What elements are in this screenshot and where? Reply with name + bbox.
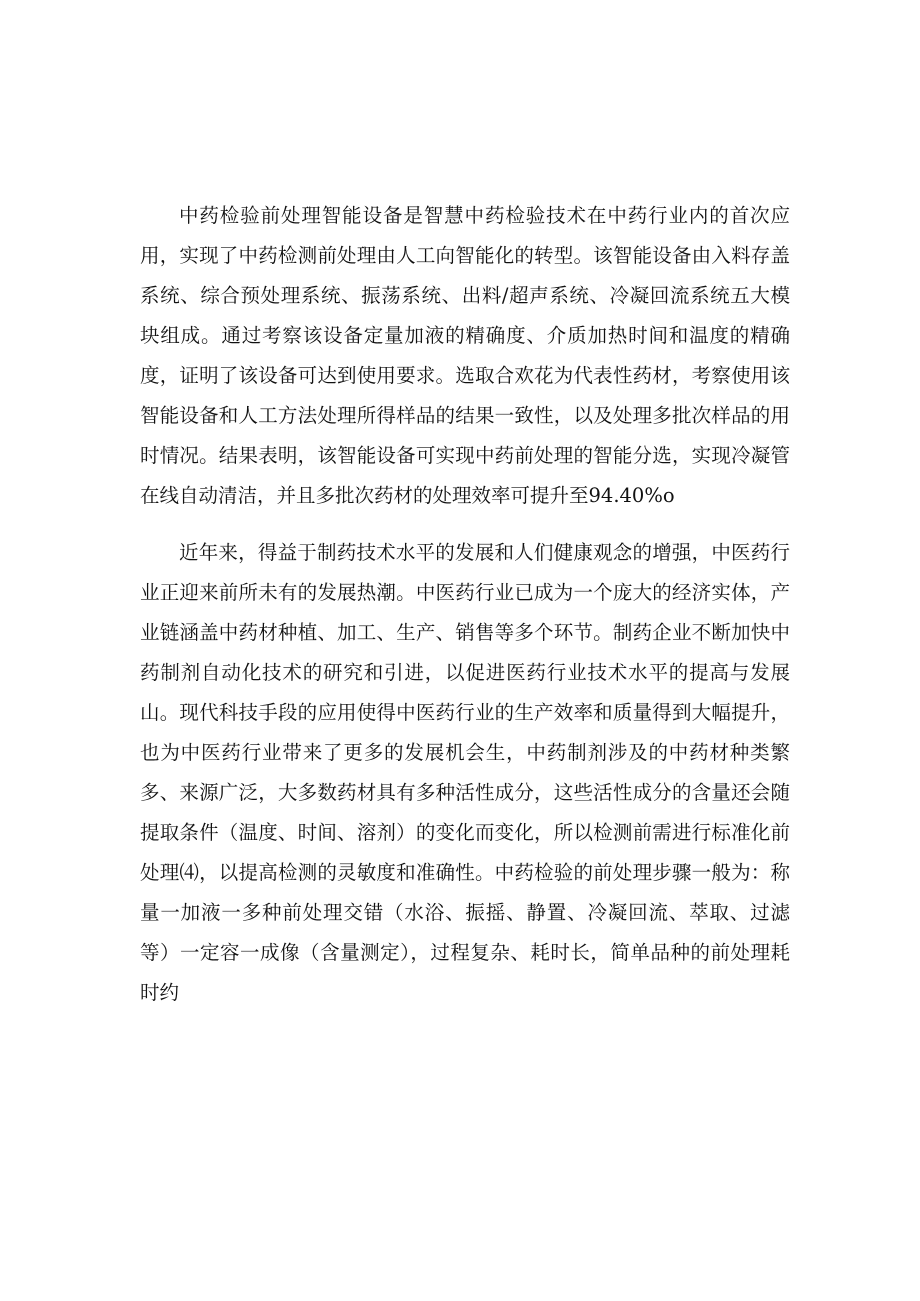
paragraph-introduction: 近年来，得益于制药技术水平的发展和人们健康观念的增强，中医药行业正迎来前所未有的发展热潮。中医药行业已成为一个庞大的经济实体，产业链涵盖中药材种植、加工、生产、销售等多个环节。制药企业不断加快中药制剂自动化技术的研究和引进，以促进医药行业技术水平的提高与发展山。现代科技手段的应用使得中医药行业的生产效率和质量得到大幅提升，也为中医药行业带来了更多的发展机会生，中药制剂涉及的中药材种类繁多、来源广泛，大多数药材具有多种活性成分，这些活性成分的含量还会随提取条件（温度、时间、溶剂）的变化而变化，所以检测前需进行标准化前处理⑷，以提高检测的灵敏度和准确性。中药检验的前处理步骤一般为：称量一加液一多种前处理交错（水浴、振摇、静置、冷凝回流、萃取、过滤等）一定容一成像（含量测定），过程复杂、耗时长，简单品种的前处理耗时约 <box>140 541 790 1004</box>
paragraph-abstract: 中药检验前处理智能设备是智慧中药检验技术在中药行业内的首次应用，实现了中药检测前处理由人工向智能化的转型。该智能设备由入料存盖系统、综合预处理系统、振荡系统、出料/超声系统、冷凝回流系统五大模块组成。通过考察该设备定量加液的精确度、介质加热时间和温度的精确度，证明了该设备可达到使用要求。选取合欢花为代表性药材，考察使用该智能设备和人工方法处理所得样品的结果一致性，以及处理多批次样品的用时情况。结果表明，该智能设备可实现中药前处理的智能分选，实现冷凝管在线自动清洁，并且多批次药材的处理效率可提升至94.40%o <box>140 204 790 507</box>
body-text <box>140 196 790 1013</box>
